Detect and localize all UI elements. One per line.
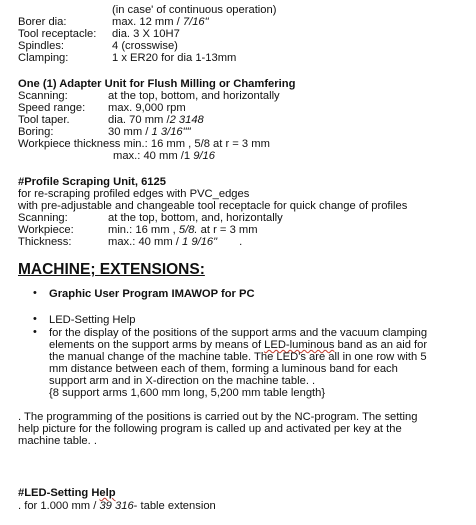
led-desc: {8 support arms 1,600 mm long, 5,200 mm table length} [49,387,326,399]
bullet-dot: • [33,313,37,325]
taper-value: dia. 70 mm /2 3148 [108,114,204,126]
thickness-label: Thickness: [18,236,72,248]
spec-label: Borer dia: [18,16,67,28]
boring-value: 30 mm / 1 3/16"" [108,126,191,138]
thickness-value: max.: 40 mm / 1 9/16" . [108,236,243,248]
boring-label: Boring: [18,126,54,138]
bullet-dot: • [33,326,37,338]
profile-desc: for re-scraping profiled edges with PVC_edges [18,188,250,200]
led-desc: support arm and in X-direction on the machine table. . [49,375,316,387]
led-desc: for the display of the positions of the support arms and the vacuum clamping [49,327,428,339]
programming-text: help picture for the following program is called up and activated per key at the [18,423,402,435]
adapter-heading: One (1) Adapter Unit for Flush Milling or Chamfering [18,78,296,90]
led-desc: elements on the support arms by means of LED-luminous band as an aid for [49,339,428,351]
spec-label: Tool receptacle: [18,28,97,40]
bullet-graphic-program: Graphic User Program IMAWOP for PC [49,288,255,300]
speed-value: max. 9,000 rpm [108,102,186,114]
profile-heading: #Profile Scraping Unit, 6125 [18,176,166,188]
continuation-note: (in case' of continuous operation) [112,4,277,16]
led-footer-heading: #LED-Setting Help [18,487,116,499]
led-footer-line: . for 1.000 mm / 39 316- table extension [18,500,216,512]
profile-desc: with pre-adjustable and changeable tool receptacle for quick change of profiles [18,200,408,212]
scanning-label: Scanning: [18,90,68,102]
workpiece-value: min.: 16 mm , 5/8. at r = 3 mm [108,224,258,236]
speed-label: Speed range: [18,102,86,114]
programming-text: machine table. . [18,435,97,447]
programming-text: . The programming of the positions is carried out by the NC-program. The setting [18,411,418,423]
profile-scanning-value: at the top, bottom, and, horizontally [108,212,283,224]
bullet-dot: • [33,287,37,299]
extensions-heading: MACHINE; EXTENSIONS: [18,261,205,278]
spec-label: Spindles: [18,40,65,52]
scanning-value: at the top, bottom, and horizontally [108,90,280,102]
spec-label: Clamping: [18,52,69,64]
spec-value: 4 (crosswise) [112,40,178,52]
bullet-led-title: LED-Setting Help [49,314,136,326]
profile-scanning-label: Scanning: [18,212,68,224]
spec-value: 1 x ER20 for dia 1-13mm [112,52,237,64]
spec-value: max. 12 mm / 7/16" [112,16,209,28]
workpiece-label: Workpiece: [18,224,74,236]
thickness-min: Workpiece thickness min.: 16 mm , 5/8 at r = 3 mm [18,138,270,150]
spec-value: dia. 3 X 10H7 [112,28,180,40]
thickness-max: max.: 40 mm /1 9/16 [113,150,215,162]
led-desc: the manual change of the machine table. The LED's are all in one row with 5 [49,351,427,363]
led-desc: mm distance between each of them, forming a luminous band for each [49,363,398,375]
taper-label: Tool taper. [18,114,70,126]
